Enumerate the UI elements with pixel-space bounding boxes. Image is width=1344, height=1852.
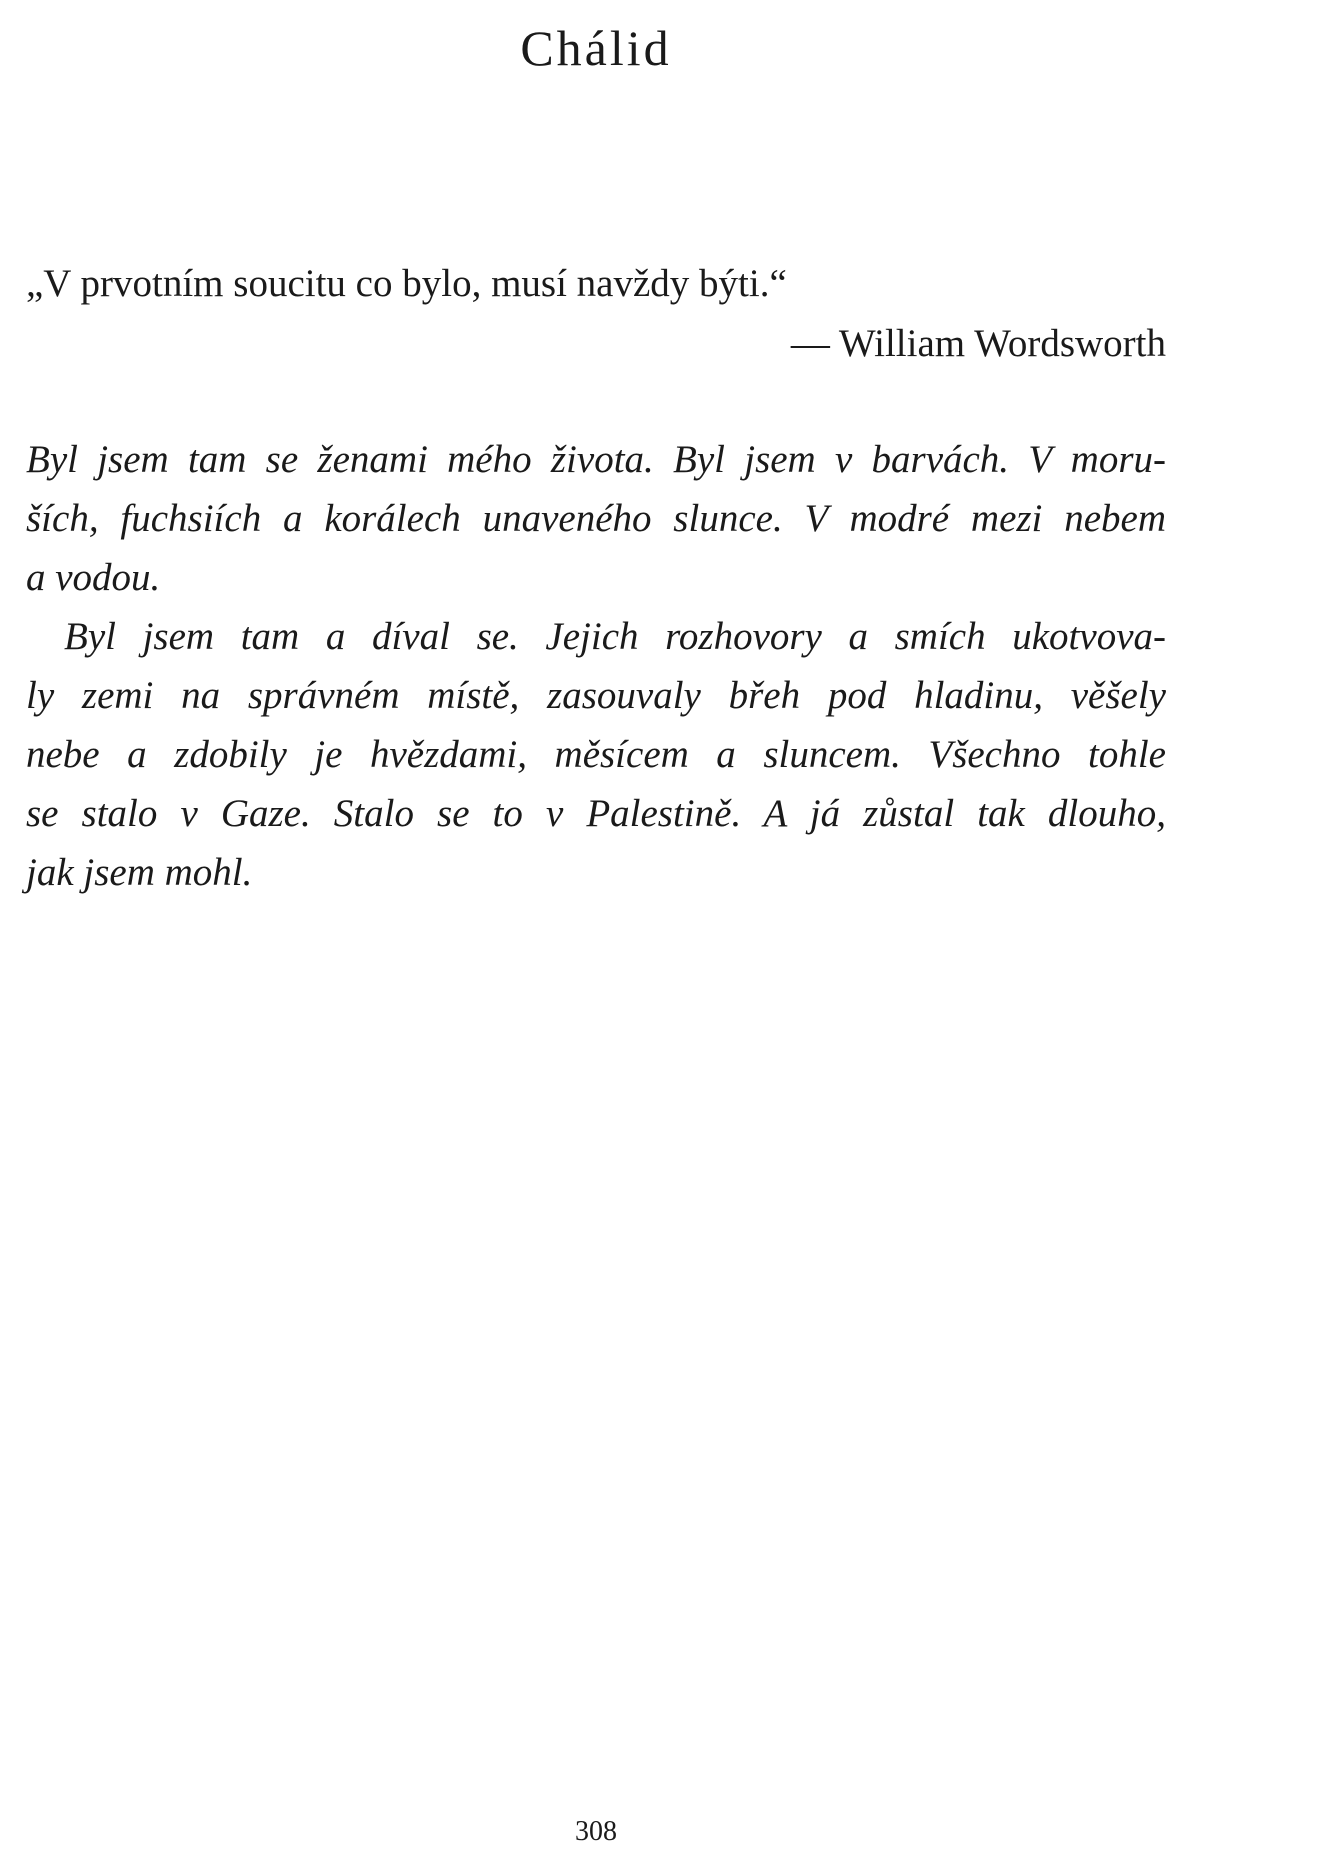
body-line: Byl jsem tam a díval se. Jejich rozhovory a smích ukotvova- — [64, 615, 1166, 658]
chapter-title: Chálid — [520, 20, 672, 76]
epigraph — [26, 254, 1166, 374]
body-line: nebe a zdobily je hvězdami, měsícem a sluncem. Všechno tohle — [26, 733, 1166, 776]
body-line: ších, fuchsiích a korálech unaveného slunce. V modré mezi nebem — [26, 497, 1166, 540]
body-line: jak jsem mohl. — [26, 851, 253, 894]
body-line: ly zemi na správném místě, zasouvaly břeh pod hladinu, věšely — [26, 674, 1166, 717]
epigraph-attribution: — William Wordsworth — [790, 322, 1166, 365]
body-line: se stalo v Gaze. Stalo se to v Palestině. A já zůstal tak dlouho, — [26, 792, 1166, 835]
page-number: 308 — [575, 1816, 617, 1847]
epigraph-quote: „V prvotním soucitu co bylo, musí navždy býti.“ — [26, 262, 787, 305]
body-text — [26, 430, 1166, 902]
body-line: Byl jsem tam se ženami mého života. Byl jsem v barvách. V moru- — [26, 438, 1166, 481]
body-line: a vodou. — [26, 556, 161, 599]
